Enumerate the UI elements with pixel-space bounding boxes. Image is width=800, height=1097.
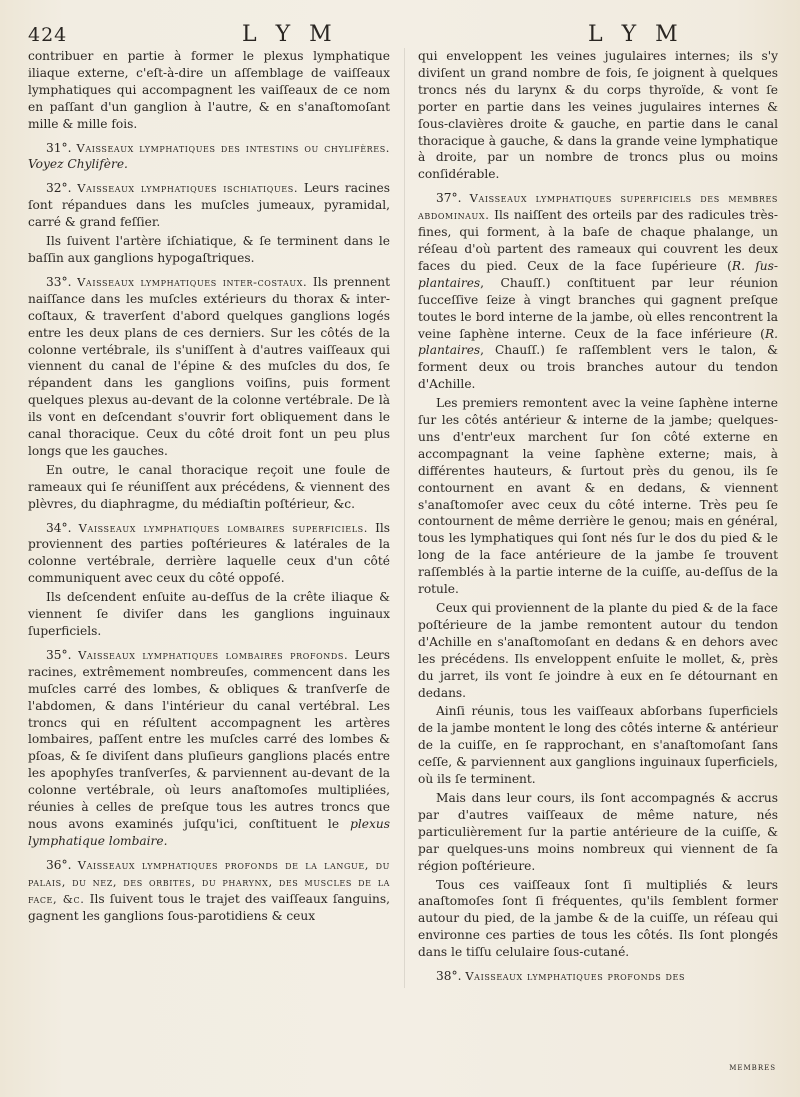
section-number: 34°.	[46, 520, 72, 535]
column-gutter	[404, 48, 405, 988]
page-number: 424	[28, 24, 68, 46]
section-33	[28, 274, 390, 460]
section-36	[28, 857, 390, 925]
section-text: Ils ſuivent tous le trajet des vaiſſeaux ſanguins, gagnent les ganglions ſous-parotidiens & ceux	[28, 891, 390, 923]
paragraph-continuation: contribuer en partie à former le plexus lymphatique iliaque externe, c'eſt-à-dire un aſſemblage de vaiſſeaux lymphatiques qui accompagnent les vaiſſeaux de ce nom en paſſant d'un ganglion à l'autre, & en s'anaſtomoſant mille & mille fois.	[28, 49, 390, 131]
section-heading: Vaisseaux lymphatiques superficiels des membres abdominaux.	[418, 191, 778, 223]
section-text: Leurs racines ſont répandues dans les muſcles jumeaux, pyramidal, carré & grand feſſier.	[28, 181, 391, 230]
section-heading: Vaisseaux lymphatiques profonds des	[465, 969, 686, 984]
cross-reference: Voyez Chylifère.	[28, 157, 128, 172]
section-heading: Vaisseaux lymphatiques lombaires superficiels.	[78, 520, 368, 535]
paragraph: Ainſi réunis, tous les vaiſſeaux abſorbans ſuperficiels de la jambe montent le long des côtés interne & antérieur de la cuiſſe, en ſe rapprochant, en s'anaſtomoſant ſans ceſſe, & parviennent aux ganglions inguinaux ſuperficiels, où ils ſe terminent.	[418, 704, 778, 787]
left-column	[28, 48, 390, 924]
section-heading: Vaisseaux lymphatiques profonds de la langue, du palais, du nez, des orbites, du pharynx, des muscles de la face, &c.	[28, 857, 390, 906]
paragraph: Mais dans leur cours, ils ſont accompagnés & accrus par d'autres vaiſſeaux de même nature, nés particulièrement ſur la partie antérieure de la cuiſſe, & par quelques-uns moins nombreux qui viennent de ſa région poſtérieure.	[418, 790, 778, 873]
section-heading: Vaisseaux lymphatiques lombaires profonds.	[78, 647, 349, 662]
section-heading: Vaisseaux lymphatiques ischiatiques.	[77, 181, 299, 196]
paragraph: Ils deſcendent enſuite au-deſſus de la crête iliaque & viennent ſe diviſer dans les ganglions inguinaux ſuperficiels.	[28, 590, 390, 638]
running-head-left: L Y M	[242, 22, 338, 47]
term-italic: R. plantaires	[418, 326, 778, 358]
section-number: 32°.	[46, 181, 72, 196]
section-31	[28, 140, 390, 174]
paragraph: Tous ces vaiſſeaux ſont ſi multipliés & leurs anaſtomoſes ſont ſi fréquentes, qu'ils ſemblent former autour du pied, de la jambe & de la cuiſſe, un réſeau qui environne ces parties de tous les côtés. Ils ſont plongés dans le tiſſu celulaire ſous-cutané.	[418, 877, 778, 960]
paragraph: Ils ſuivent l'artère iſchiatique, & ſe terminent dans le baſſin aux ganglions hypogaſtriques.	[28, 234, 390, 265]
section-text: Ils proviennent des parties poſtérieures & latérales de la colonne vertébrale, derrière laquelle ceux d'un côté communiquent avec ceux du côté oppoſé.	[28, 520, 391, 586]
section-text: , Chauſſ.) ſe raſſemblent vers le talon, & forment deux ou trois branches autour du tendon d'Achille.	[418, 343, 778, 392]
section-heading: Vaisseaux lymphatiques des intestins ou chylifères.	[76, 140, 391, 155]
section-text: Leurs racines, extrêmement nombreuſes, commencent dans les muſcles carré des lombes, & obliques & tranſverſe de l'abdomen, & dans l'intérieur du canal vertébral. Les troncs qui en réſultent accompagnent les artères lombaires, paſſent entre les muſcles carré des lombes & pſoas, & ſe diviſent dans pluſieurs ganglions placés entre les apophyſes tranſverſes, & parviennent au-devant de la colonne vertébrale, où leurs anaſtomoſes multipliées, réunies à celles de preſque tous les autres troncs que nous avons examinés juſqu'ici, conſtituent le	[28, 647, 390, 831]
paragraph-continuation: qui enveloppent les veines jugulaires internes; ils s'y diviſent un grand nombre de fois, ſe joignent à quelques troncs nés du larynx & du corps thyroïde, & vont ſe porter en partie dans les veines jugulaires internes & ſous-clavières droite & gauche, en partie dans le canal thoracique à gauche, & dans la grande veine lymphatique à droite, par un nombre de troncs plus ou moins conſidérable.	[418, 49, 778, 182]
running-head-right: L Y M	[588, 22, 684, 47]
section-38	[418, 968, 778, 985]
section-number: 38°.	[436, 969, 462, 984]
section-number: 37°.	[436, 191, 462, 206]
section-34	[28, 520, 390, 588]
section-number: 33°.	[46, 274, 72, 289]
section-text: Ils naiſſent des orteils par des radicules très-fines, qui forment, à la baſe de chaque phalange, un réſeau d'où partent des rameaux qui couvrent les deux faces du pied. Ceux de la face ſupérieure (	[418, 208, 778, 273]
section-text: Ils prennent naiſſance dans les muſcles extérieurs du thorax & inter-coſtaux, & traverſent d'abord quelques ganglions logés entre les deux plans de ces derniers. Sur les côtés de la colonne vertébrale, ils s'uniſſent à d'autres vaiſſeaux qui viennent du canal de l'épine & des muſcles du dos, ſe répandent dans les ganglions voiſins, puis forment quelques plexus au-devant de la colonne vertébrale. De là ils vont en deſcendant s'ouvrir fort obliquement dans le canal thoracique. Ceux du côté droit font un peu plus longs que les gauches.	[28, 274, 390, 458]
section-number: 35°.	[46, 647, 72, 662]
right-column	[418, 48, 778, 985]
catchword: membres	[729, 1062, 776, 1073]
section-text: , Chauſſ.) conſtituent par leur réunion ſucceſſive ſeize à vingt branches qui gagnent preſque toutes le bord interne de la jambe, où elles rencontrent la veine ſaphène interne. Ceux de la face inférieure (	[418, 275, 778, 341]
paragraph: Ceux qui proviennent de la plante du pied & de la face poſtérieure de la jambe remontent autour du tendon d'Achille en s'anaſtomoſant en dedans & en dehors avec les précédens. Ils enveloppent enſuite le mollet, &, près du jarret, ils vont ſe joindre à eux en ſe détournant en dedans.	[418, 601, 778, 700]
section-number: 36°.	[46, 857, 72, 872]
section-35	[28, 647, 390, 850]
section-heading: Vaisseaux lymphatiques inter-costaux.	[77, 274, 308, 289]
section-number: 31°.	[46, 140, 72, 155]
paragraph: Les premiers remontent avec la veine ſaphène interne ſur les côtés antérieur & interne de la jambe; quelques-uns d'entr'eux marchent ſur ſon côté externe en accompagnant la veine ſaphène externe; mais, à différentes hauteurs, & ſurtout près du genou, ils ſe contournent en avant & en dedans, & viennent s'anaſtomoſer avec ceux du côté interne. Très peu ſe contournent de même derrière le genou; mais en général, tous les lymphatiques qui ſont nés ſur le dos du pied & le long de la face antérieure de la jambe ſe trouvent raſſemblés à la partie interne de la cuiſſe, au-deſſus de la rotule.	[418, 396, 778, 597]
term-italic: R. ſus-plantaires	[418, 258, 778, 290]
section-32	[28, 180, 390, 231]
paragraph: En outre, le canal thoracique reçoit une foule de rameaux qui ſe réuniſſent aux précédens, & viennent des plèvres, du diaphragme, du médiaſtin poſtérieur, &c.	[28, 462, 390, 511]
term-italic: plexus lymphatique lombaire.	[28, 816, 390, 848]
section-37	[418, 190, 778, 393]
